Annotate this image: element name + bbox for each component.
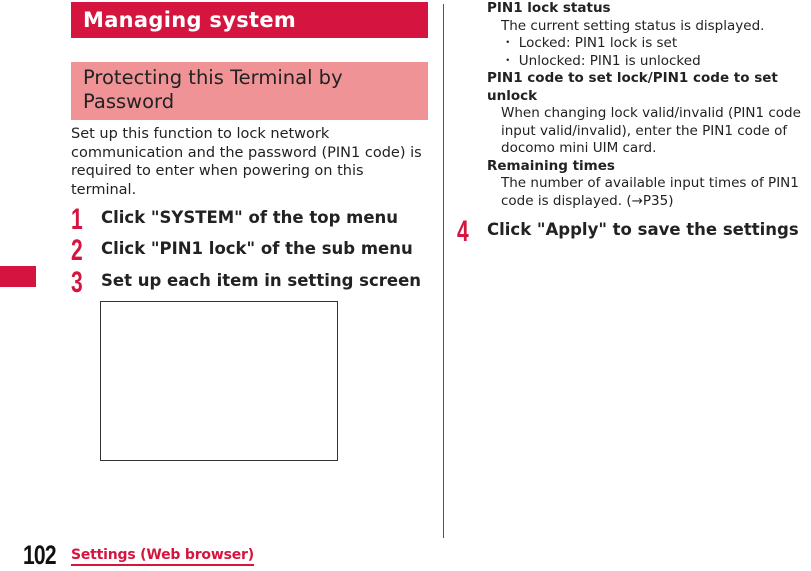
item-bullet: ・ Locked: PIN1 lock is set [501, 35, 678, 51]
item-descriptions [487, 0, 809, 210]
step-number: 2 [71, 234, 83, 267]
chapter-title: Managing system [71, 2, 428, 38]
section-title: Protecting this Terminal by Password [71, 62, 428, 120]
page-number: 102 [23, 540, 56, 570]
intro-text: Set up this function to lock network communication and the password (PIN1 code) is required to enter when powering on this terminal. [71, 126, 422, 198]
item-desc: The number of available input times of PIN1 code is displayed. (→P35) [501, 175, 799, 209]
item-desc: When changing lock valid/invalid (PIN1 code input valid/invalid), enter the PIN1 code of docomo mini UIM card. [501, 105, 801, 156]
step-text: Click "SYSTEM" of the top menu [101, 208, 398, 227]
item-term: Remaining times [487, 157, 615, 174]
item-term: PIN1 lock status [487, 0, 611, 16]
step-4 [457, 215, 799, 248]
step-2 [71, 234, 413, 267]
item-term: PIN1 code to set lock/PIN1 code to set unlock [487, 70, 778, 104]
chapter-side-tab [0, 266, 36, 287]
step-number: 1 [71, 203, 83, 236]
step-1 [71, 203, 398, 236]
item-desc: The current setting status is displayed. [501, 17, 765, 34]
step-text: Click "Apply" to save the settings [487, 220, 799, 239]
step-text: Set up each item in setting screen [101, 271, 422, 290]
step-text: Click "PIN1 lock" of the sub menu [101, 239, 413, 258]
settings-screen-image [100, 301, 338, 461]
item-bullet: ・ Unlocked: PIN1 is unlocked [501, 52, 701, 69]
step-number: 4 [457, 215, 469, 248]
footer-chapter-link: Settings (Web browser) [71, 547, 254, 566]
step-number: 3 [71, 266, 83, 299]
column-divider [443, 4, 444, 538]
step-3 [71, 266, 422, 299]
